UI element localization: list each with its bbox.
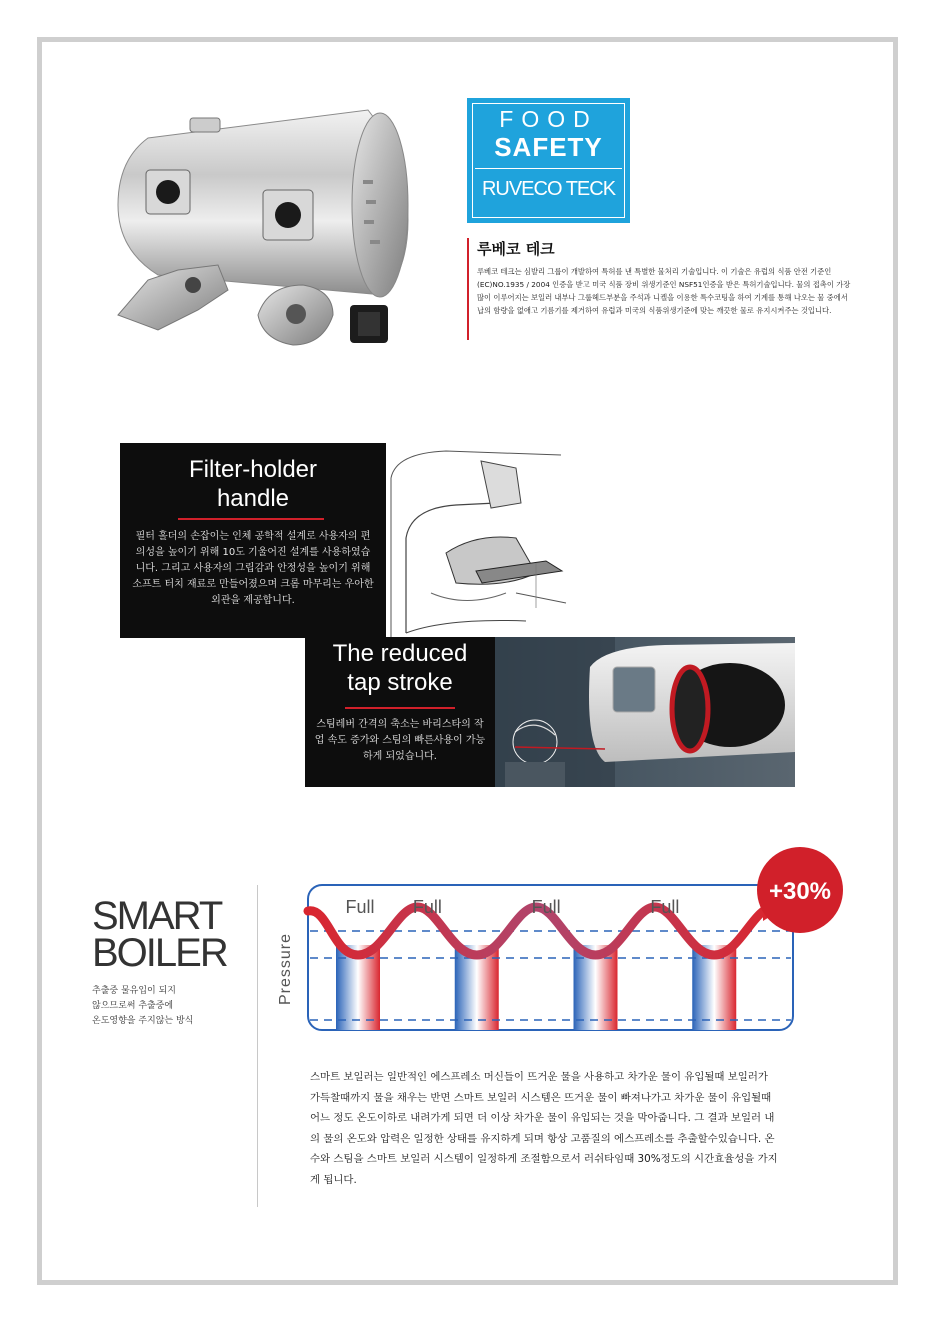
- smart-boiler-chart: [300, 845, 850, 1050]
- tap-stroke-text: 스팀레버 간격의 축소는 바리스타의 작업 속도 증가와 스팀의 빠른사용이 가능하게 되었습니다.: [314, 719, 486, 762]
- peak-label-4: Full: [650, 897, 680, 917]
- ruveco-text: 루베코 테크는 심발리 그룹이 개발하여 특허를 낸 특별한 물처리 기술입니다. 이 기술은 유럽의 식품 안전 기준인 (EC)NO.1935 / 2004 인증을 받고 미국 식품 장비 위생기준인 NSF51인증을 받은 특허기술입니다. 물의 접촉이 가장 많이 이루어지는 보일러 내부나 그룹헤드부분을 주석과 니켈을 이용한 특수코팅을 하여 기계를 통해 나오는 물 중에서 납의 함량을 없애고 기름기를 제거하여 유럽과 미국의 식품위생기준에 맞는 깨끗한 물로 유지시켜주는 것입니다.: [477, 267, 851, 315]
- percent-badge-text: +30%: [768, 878, 832, 905]
- steam-lever-photo: [495, 637, 795, 787]
- smart-boiler-desc: [92, 984, 193, 1029]
- filter-holder-title-line1: Filter-holder: [188, 456, 318, 483]
- filter-holder-title: [120, 455, 386, 513]
- tap-stroke-panel: [305, 637, 495, 787]
- badge-food-text: FOOD: [499, 106, 598, 132]
- filter-holder-red-rule: [178, 518, 324, 520]
- filter-holder-panel: [120, 443, 386, 638]
- smart-boiler-desc-line2: 않으므로써 추출중에: [92, 1001, 174, 1011]
- ruveco-title: 루베코 테크: [477, 240, 555, 258]
- badge-divider: [475, 168, 622, 169]
- food-safety-badge: [467, 98, 630, 223]
- smart-boiler-desc-line1: 추출중 물유입이 되지: [92, 986, 176, 996]
- smart-boiler-divider: [257, 885, 258, 1207]
- badge-brand-text: RUVECO TECK: [481, 178, 616, 200]
- tap-stroke-red-rule: [345, 707, 455, 709]
- badge-safety-text: SAFETY: [494, 132, 603, 162]
- tap-stroke-title: [305, 639, 495, 697]
- smart-boiler-title-line2: BOILER: [92, 931, 227, 975]
- smart-boiler-title-line1: SMART: [92, 894, 222, 938]
- tap-stroke-title-line2: tap stroke: [347, 669, 453, 696]
- peak-label-1: Full: [345, 897, 375, 917]
- pressure-axis-label: Pressure: [277, 932, 294, 1005]
- tap-stroke-title-line1: The reduced: [332, 640, 468, 667]
- boiler-parts-image: [108, 100, 443, 360]
- filter-holder-text: 필터 홀더의 손잡이는 인체 공학적 설계로 사용자의 편의성을 높이기 위해 10도 기울어진 설계를 사용하였습니다. 그리고 사용자의 그립감과 안정성을 높이기 위해 소프트 터치 재료로 만들어졌으며 크롬 마무리는 우아한 외관을 제공합니다.: [132, 531, 374, 606]
- peak-label-3: Full: [531, 897, 561, 917]
- smart-boiler-desc-line3: 온도영향을 주지않는 방식: [92, 1016, 194, 1026]
- smart-boiler-body-text: 스마트 보일러는 일반적인 에스프레소 머신들이 뜨거운 물을 사용하고 차가운 물이 유입될때 보일러가 가득찰때까지 물을 채우는 반면 스마트 보일러 시스템은 뜨거운 물이 빠져나가고 차가운 물이 유입될때 어느 정도 온도이하로 내려가게 되면 더 이상 차가운 물이 유입되는 것을 막아줍니다. 그 결과 보일러 내의 물의 온도와 압력은 일정한 상태를 유지하게 되며 항상 고품질의 에스프레소를 추출할수있습니다. 온수와 스팀을 스마트 보일러 시스템이 일정하게 조절함으로서 러쉬타임때 30%정도의 시간효율성을 가지게 됩니다.: [310, 1071, 778, 1186]
- ruveco-section: [467, 238, 857, 340]
- filter-holder-title-line2: handle: [216, 485, 290, 512]
- peak-label-2: Full: [412, 897, 442, 917]
- filter-holder-sketch: [386, 443, 570, 638]
- smart-boiler-title: [92, 894, 227, 975]
